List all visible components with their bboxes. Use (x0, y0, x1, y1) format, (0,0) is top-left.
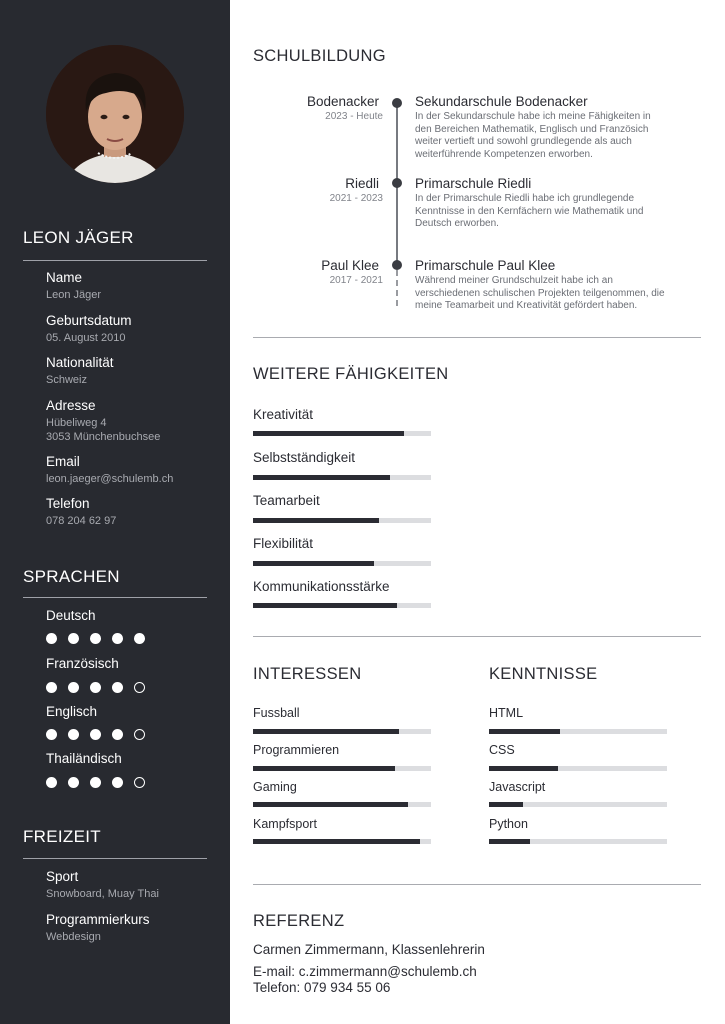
language-item (46, 751, 122, 766)
language-name: Englisch (46, 704, 98, 719)
profile-name-heading: LEON JÄGER (23, 228, 134, 247)
skill-bar (253, 518, 431, 523)
info-email (46, 454, 173, 486)
level-dot (46, 729, 57, 740)
knowledge-name: HTML (489, 706, 524, 720)
info-nationality (46, 355, 114, 387)
level-dot (112, 682, 123, 693)
info-label: Adresse (46, 398, 96, 413)
freizeit-heading: FREIZEIT (23, 827, 101, 846)
languages-heading: SPRACHEN (23, 567, 120, 586)
schulbildung-heading: SCHULBILDUNG (253, 47, 386, 65)
interest-name: Kampfsport (253, 817, 317, 831)
skill-bar (253, 603, 431, 608)
info-name (46, 270, 101, 302)
knowledge-bar (489, 839, 667, 844)
knowledge-bar (489, 802, 667, 807)
knowledge-bar-fill (489, 839, 530, 844)
level-dot (134, 682, 145, 693)
info-label: Telefon (46, 496, 90, 511)
language-item (46, 704, 97, 719)
interest-name: Programmieren (253, 743, 340, 757)
level-dot (68, 682, 79, 693)
language-name: Französisch (46, 656, 119, 671)
sidebar (0, 0, 230, 1024)
skill-bar-fill (253, 518, 379, 523)
skill-name: Kommunikationsstärke (253, 579, 390, 594)
info-birthdate (46, 313, 132, 345)
knowledge-bar-fill (489, 729, 560, 734)
knowledge-bar-fill (489, 766, 558, 771)
info-value[interactable]: leon.jaeger@schulemb.ch (46, 473, 174, 485)
language-level-dots (46, 777, 145, 788)
knowledge-bar (489, 766, 667, 771)
knowledge-bar (489, 729, 667, 734)
freizeit-item (46, 912, 150, 944)
language-level-dots (46, 682, 145, 693)
timeline-years: 2023 - Heute (325, 111, 383, 122)
level-dot (90, 729, 101, 740)
level-dot (46, 633, 57, 644)
divider (23, 597, 207, 598)
skill-bar (253, 561, 431, 566)
level-dot (134, 633, 145, 644)
language-name: Thailändisch (46, 751, 122, 766)
timeline-years: 2017 - 2021 (329, 275, 383, 286)
interest-bar (253, 729, 431, 734)
info-address (46, 398, 160, 444)
skill-name: Flexibilität (253, 536, 314, 551)
knowledge-name: Javascript (489, 780, 546, 794)
timeline-description: In der Sekundarschule habe ich meine Fähigkeiten in den Bereichen Mathematik, Englisch und Französich weiter vertieft und sowohl grundlegende als auch weiterführende Kompetenzen erworben. (415, 111, 651, 160)
info-label: Name (46, 270, 83, 285)
language-level-dots (46, 633, 145, 644)
timeline-school: Sekundarschule Bodenacker (415, 94, 588, 109)
skill-bar-fill (253, 603, 397, 608)
level-dot (68, 729, 79, 740)
info-value: 05. August 2010 (46, 332, 126, 344)
timeline-school: Primarschule Riedli (415, 176, 532, 191)
info-phone (46, 496, 116, 528)
info-value: Schweiz (46, 374, 87, 386)
level-dot (112, 729, 123, 740)
skill-bar (253, 475, 431, 480)
level-dot (134, 777, 145, 788)
interest-bar-fill (253, 839, 420, 844)
language-name: Deutsch (46, 608, 96, 623)
interest-name: Fussball (253, 706, 300, 720)
skill-bar (253, 431, 431, 436)
interest-bar (253, 766, 431, 771)
level-dot (112, 633, 123, 644)
level-dot (90, 682, 101, 693)
info-label: Nationalität (46, 355, 114, 370)
language-level-dots (46, 729, 145, 740)
info-value: 3053 Münchenbuchsee (46, 431, 161, 443)
freizeit-label: Programmierkurs (46, 912, 150, 927)
timeline-dash (396, 270, 398, 306)
skill-name: Teamarbeit (253, 493, 320, 508)
timeline-description: In der Primarschule Riedli habe ich grundlegende Kenntnisse in den Kernfächern wie Mathematik und Deutsch erworben. (415, 193, 644, 229)
interest-bar (253, 839, 431, 844)
skill-name: Selbstständigkeit (253, 450, 356, 465)
interest-bar-fill (253, 766, 395, 771)
divider (253, 636, 701, 637)
info-value: Hübeliweg 4 (46, 417, 107, 429)
divider (253, 337, 701, 338)
level-dot (46, 682, 57, 693)
timeline-school: Primarschule Paul Klee (415, 258, 556, 273)
timeline-description: Während meiner Grundschulzeit habe ich an verschiedenen schulischen Projekten teilgenommen, die meine Teamarbeit und Kreativität gefördert haben. (415, 275, 665, 311)
timeline-place: Riedli (345, 176, 379, 191)
level-dot (90, 633, 101, 644)
skill-bar-fill (253, 561, 374, 566)
knowledge-name: Python (489, 817, 528, 831)
info-value: 078 204 62 97 (46, 515, 117, 527)
interest-bar (253, 802, 431, 807)
freizeit-item (46, 869, 159, 901)
info-label: Email (46, 454, 80, 469)
level-dot (90, 777, 101, 788)
profile-photo (46, 45, 184, 183)
reference-name: Carmen Zimmermann, Klassenlehrerin (253, 942, 485, 957)
interest-name: Gaming (253, 780, 297, 794)
skill-bar-fill (253, 475, 390, 480)
interessen-heading: INTERESSEN (253, 665, 362, 683)
info-value: Leon Jäger (46, 289, 102, 301)
freizeit-label: Sport (46, 869, 79, 884)
freizeit-value: Webdesign (46, 931, 101, 943)
timeline-years: 2021 - 2023 (329, 193, 383, 204)
level-dot (112, 777, 123, 788)
freizeit-value: Snowboard, Muay Thai (46, 888, 159, 900)
knowledge-bar-fill (489, 802, 523, 807)
timeline-dot (392, 260, 402, 270)
level-dot (68, 633, 79, 644)
divider (253, 884, 701, 885)
referenz-heading: REFERENZ (253, 912, 345, 930)
info-label: Geburtsdatum (46, 313, 132, 328)
timeline-dot (392, 98, 402, 108)
reference-email[interactable]: E-mail: c.zimmermann@schulemb.ch (253, 964, 477, 979)
skill-name: Kreativität (253, 407, 314, 422)
level-dot (68, 777, 79, 788)
reference-phone: Telefon: 079 934 55 06 (253, 980, 391, 995)
divider (23, 858, 207, 859)
faehigkeiten-heading: WEITERE FÄHIGKEITEN (253, 365, 449, 383)
timeline-place: Paul Klee (321, 258, 379, 273)
level-dot (46, 777, 57, 788)
language-item (46, 608, 96, 623)
kenntnisse-heading: KENNTNISSE (489, 665, 598, 683)
skill-bar-fill (253, 431, 404, 436)
level-dot (134, 729, 145, 740)
timeline-place: Bodenacker (306, 94, 379, 109)
interest-bar-fill (253, 802, 408, 807)
interest-bar-fill (253, 729, 399, 734)
language-item (46, 656, 119, 671)
timeline-dot (392, 178, 402, 188)
knowledge-name: CSS (489, 743, 515, 757)
divider (23, 260, 207, 261)
